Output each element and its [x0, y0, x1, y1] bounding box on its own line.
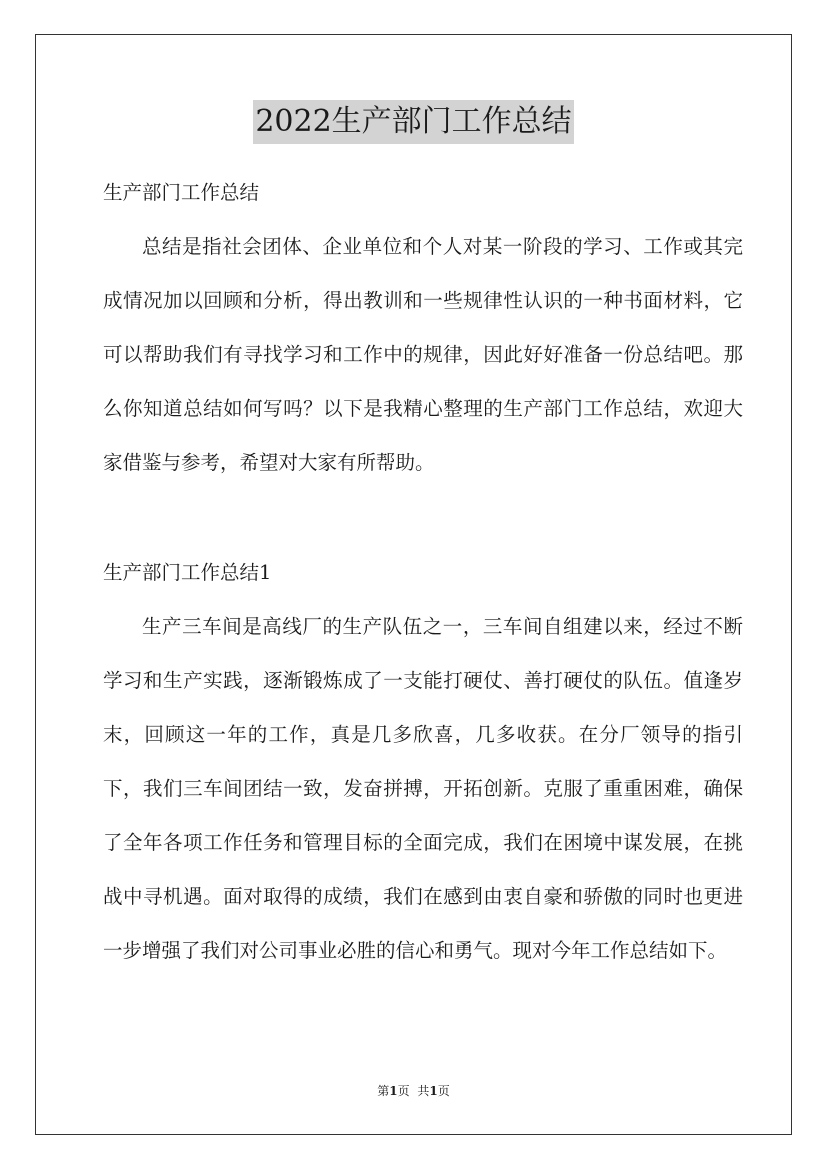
- intro-paragraph-container: [103, 220, 743, 490]
- section1-paragraph: 生产三车间是高线厂的生产队伍之一，三车间自组建以来，经过不断学习和生产实践，逐渐锻炼成了一支能打硬仗、善打硬仗的队伍。值逢岁末，回顾这一年的工作，真是几多欣喜，几多收获。在分厂领导的指引下，我们三车间团结一致，发奋拼搏，开拓创新。克服了重重困难，确保了全年各项工作任务和管理目标的全面完成，我们在困境中谋发展，在挑战中寻机遇。面对取得的成绩，我们在感到由衷自豪和骄傲的同时也更进一步增强了我们对公司事业必胜的信心和勇气。现对今年工作总结如下。: [103, 615, 743, 962]
- page-label-suffix: 页: [397, 1084, 410, 1098]
- intro-paragraph: 总结是指社会团体、企业单位和个人对某一阶段的学习、工作或其完成情况加以回顾和分析，得出教训和一些规律性认识的一种书面材料，它可以帮助我们有寻找学习和工作中的规律，因此好好准备一份总结吧。那么你知道总结如何写吗？以下是我精心整理的生产部门工作总结，欢迎大家借鉴与参考，希望对大家有所帮助。: [103, 235, 743, 474]
- intro-section: [103, 166, 743, 220]
- page-label-prefix: 第: [377, 1084, 390, 1098]
- page-current: 1: [389, 1084, 398, 1098]
- title-container: [0, 100, 827, 144]
- document-title: 2022生产部门工作总结: [253, 100, 573, 144]
- total-label-prefix: 共: [417, 1084, 430, 1098]
- section1-heading: 生产部门工作总结1: [103, 561, 272, 584]
- total-label-suffix: 页: [437, 1084, 450, 1098]
- intro-heading: 生产部门工作总结: [103, 181, 260, 204]
- page-total: 1: [429, 1084, 438, 1098]
- section1: [103, 546, 743, 600]
- section1-paragraph-container: [103, 600, 743, 978]
- page-footer: [0, 1082, 827, 1100]
